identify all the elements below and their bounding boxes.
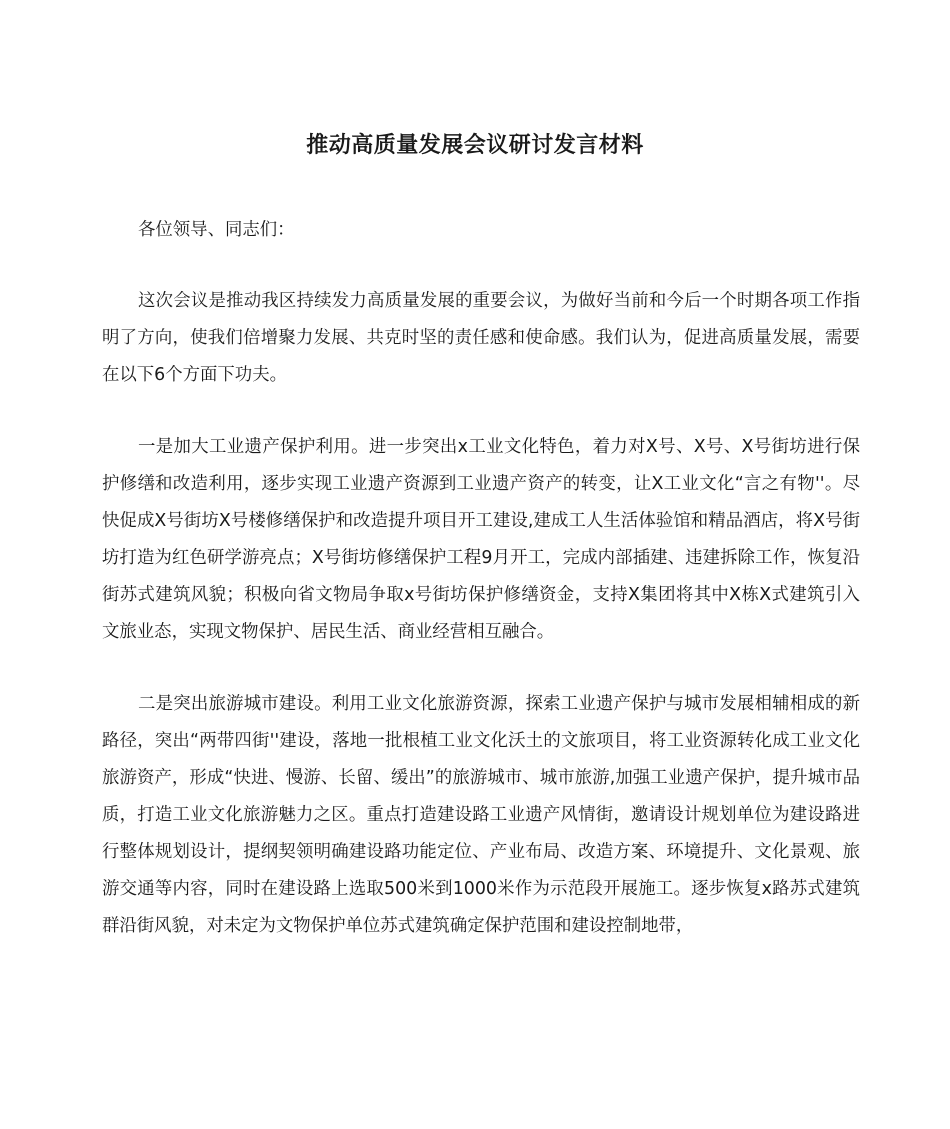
paragraph-intro: 这次会议是推动我区持续发力高质量发展的重要会议，为做好当前和今后一个时期各项工作指明了方向，使我们倍增聚力发展、共克时坚的责任感和使命感。我们认为，促进高质量发展，需要在以下6个方面下功夫。: [102, 291, 860, 385]
paragraph-tourism-city: 二是突出旅游城市建设。利用工业文化旅游资源，探索工业遗产保护与城市发展相辅相成的新路径，突出“两带四街''建设，落地一批根植工业文化沃土的文旅项目，将工业资源转化成工业文化旅游资产，形成“快进、慢游、长留、缓出”的旅游城市、城市旅游,加强工业遗产保护，提升城市品质，打造工业文化旅游魅力之区。重点打造建设路工业遗产风情街，邀请设计规划单位为建设路进行整体规划设计，提纲契领明确建设路功能定位、产业布局、改造方案、环境提升、文化景观、旅游交通等内容，同时在建设路上选取500米到1000米作为示范段开展施工。逐步恢复x路苏式建筑群沿街风貌，对未定为文物保护单位苏式建筑确定保护范围和建设控制地带，: [102, 694, 860, 936]
paragraph-industrial-heritage: 一是加大工业遗产保护利用。进一步突出x工业文化特色，着力对X号、X号、X号街坊进行保护修缮和改造利用，逐步实现工业遗产资源到工业遗产资产的转变，让X工业文化“言之有物''。尽快促成X号街坊X号楼修缮保护和改造提升项目开工建设,建成工人生活体验馆和精品酒店，将X号街坊打造为红色研学游亮点；X号街坊修缮保护工程9月开工，完成内部插建、违建拆除工作，恢复沿街苏式建筑风貌；积极向省文物局争取x号街坊保护修缮资金，支持X集团将其中X栋X式建筑引入文旅业态，实现文物保护、居民生活、商业经营相互融合。: [102, 437, 860, 642]
salutation: 各位领导、同志们：: [138, 220, 295, 240]
document-title: 推动高质量发展会议研讨发言材料: [306, 133, 644, 158]
